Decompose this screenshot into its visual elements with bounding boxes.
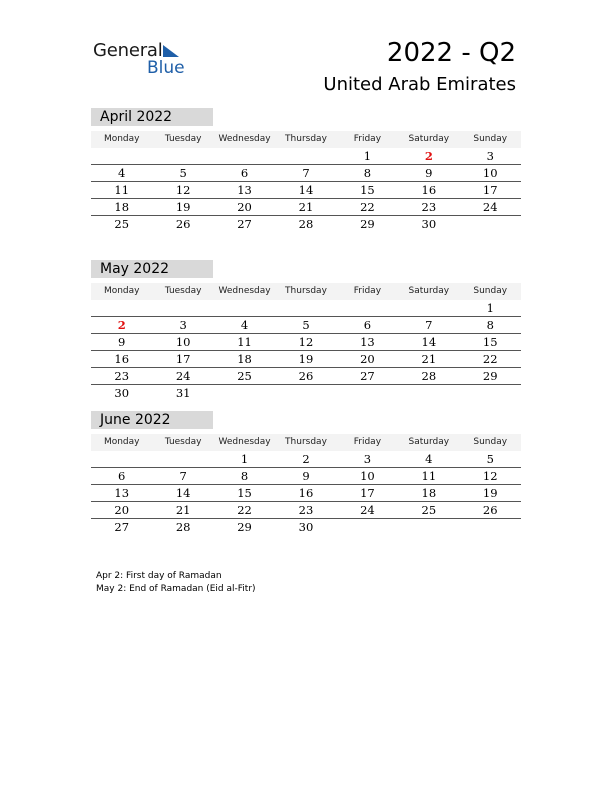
week-row — [91, 485, 521, 502]
day-cell: 13 — [360, 335, 375, 349]
weekday-label: Saturday — [408, 437, 450, 447]
day-cell: 26 — [482, 503, 498, 517]
day-cell — [398, 300, 459, 316]
day-cell: 3 — [179, 318, 187, 332]
holiday-note: Apr 2: First day of Ramadan — [96, 571, 222, 581]
day-cell — [460, 385, 521, 401]
month-label: May 2022 — [91, 260, 213, 278]
weekday-label: Monday — [103, 437, 140, 447]
day-cell: 26 — [175, 217, 191, 231]
day-cell: 27 — [237, 217, 252, 231]
day-cell: 6 — [363, 318, 372, 332]
weekday-label: Wednesday — [218, 286, 271, 296]
weekday-label: Friday — [353, 134, 382, 144]
day-cell: 30 — [421, 217, 437, 231]
month-label: April 2022 — [91, 108, 213, 126]
day-cell: 28 — [298, 217, 314, 231]
week-row — [91, 351, 521, 368]
day-cell: 21 — [175, 503, 191, 517]
weekday-label: Tuesday — [164, 437, 202, 447]
day-cell — [152, 451, 213, 467]
weekday-header — [91, 131, 521, 148]
day-cell: 15 — [360, 183, 375, 197]
day-cell: 16 — [114, 352, 130, 366]
day-cell: 27 — [360, 369, 375, 383]
day-cell: 7 — [302, 166, 310, 180]
day-cell: 22 — [360, 200, 375, 214]
logo-triangle-icon — [161, 45, 179, 59]
day-cell — [91, 148, 152, 164]
day-cell: 2 — [424, 149, 433, 163]
day-cell: 28 — [421, 369, 437, 383]
day-cell: 1 — [240, 452, 249, 466]
weekday-header — [91, 434, 521, 451]
week-row — [91, 385, 521, 401]
day-cell: 3 — [363, 452, 372, 466]
day-cell: 24 — [360, 503, 375, 517]
day-cell: 29 — [482, 369, 498, 383]
day-cell: 5 — [302, 318, 310, 332]
day-cell: 12 — [482, 469, 498, 483]
weekday-header — [91, 283, 521, 300]
day-cell — [460, 519, 521, 535]
day-cell: 23 — [421, 200, 437, 214]
day-cell: 16 — [298, 486, 314, 500]
day-cell: 14 — [298, 183, 314, 197]
day-cell — [398, 519, 459, 535]
day-cell — [275, 385, 336, 401]
day-cell: 13 — [237, 183, 252, 197]
logo-blue-text: Blue — [147, 58, 185, 78]
day-cell: 23 — [298, 503, 314, 517]
day-cell: 28 — [175, 520, 191, 534]
weekday-label: Thursday — [285, 286, 327, 296]
day-cell — [275, 300, 336, 316]
weekday-label: Saturday — [408, 134, 450, 144]
day-cell: 25 — [421, 503, 437, 517]
month-grid — [91, 148, 521, 232]
day-cell: 21 — [298, 200, 314, 214]
day-cell: 22 — [237, 503, 252, 517]
day-cell: 29 — [360, 217, 375, 231]
day-cell: 11 — [421, 469, 437, 483]
day-cell: 20 — [237, 200, 252, 214]
weekday-label: Saturday — [408, 286, 450, 296]
day-cell — [152, 300, 213, 316]
weekday-label: Monday — [103, 286, 140, 296]
day-cell — [91, 451, 152, 467]
month-june — [91, 411, 521, 535]
day-cell: 23 — [114, 369, 130, 383]
month-label: June 2022 — [91, 411, 213, 429]
day-cell: 17 — [482, 183, 498, 197]
day-cell: 7 — [425, 318, 433, 332]
week-row — [91, 182, 521, 199]
day-cell: 11 — [114, 183, 130, 197]
day-cell: 17 — [175, 352, 191, 366]
day-cell — [152, 148, 213, 164]
week-row — [91, 468, 521, 485]
day-cell: 15 — [482, 335, 498, 349]
day-cell: 7 — [179, 469, 187, 483]
week-row — [91, 451, 521, 468]
weekday-label: Sunday — [473, 134, 508, 144]
week-row — [91, 148, 521, 165]
day-cell: 30 — [114, 386, 130, 400]
day-cell — [337, 385, 398, 401]
week-row — [91, 368, 521, 385]
day-cell: 25 — [114, 217, 130, 231]
day-cell: 8 — [363, 166, 372, 180]
day-cell — [337, 519, 398, 535]
day-cell — [275, 148, 336, 164]
day-cell: 26 — [298, 369, 314, 383]
day-cell: 1 — [486, 301, 494, 315]
day-cell: 19 — [175, 200, 191, 214]
day-cell — [214, 385, 275, 401]
day-cell: 11 — [237, 335, 252, 349]
day-cell: 24 — [175, 369, 191, 383]
day-cell: 19 — [298, 352, 314, 366]
day-cell: 30 — [298, 520, 314, 534]
day-cell: 20 — [114, 503, 130, 517]
day-cell — [398, 385, 459, 401]
weekday-label: Monday — [103, 134, 140, 144]
weekday-label: Friday — [353, 437, 382, 447]
month-may — [91, 260, 521, 401]
day-cell: 18 — [114, 200, 130, 214]
month-grid — [91, 451, 521, 535]
logo-general-text: General — [93, 40, 163, 61]
day-cell: 14 — [175, 486, 191, 500]
week-row — [91, 519, 521, 535]
day-cell: 6 — [240, 166, 249, 180]
day-cell — [91, 300, 152, 316]
day-cell: 10 — [482, 166, 498, 180]
day-cell: 5 — [486, 452, 494, 466]
day-cell: 31 — [175, 386, 191, 400]
day-cell: 25 — [237, 369, 252, 383]
country-name: United Arab Emirates — [323, 74, 516, 95]
day-cell: 19 — [482, 486, 498, 500]
weekday-label: Thursday — [285, 134, 327, 144]
day-cell: 17 — [360, 486, 375, 500]
weekday-label: Friday — [353, 286, 382, 296]
day-cell: 13 — [114, 486, 130, 500]
day-cell: 12 — [298, 335, 314, 349]
day-cell: 10 — [360, 469, 375, 483]
day-cell: 8 — [486, 318, 494, 332]
weekday-label: Sunday — [473, 437, 508, 447]
day-cell: 4 — [240, 318, 249, 332]
day-cell: 2 — [117, 318, 126, 332]
day-cell — [214, 148, 275, 164]
page-title: 2022 - Q2 — [386, 38, 516, 68]
day-cell: 22 — [482, 352, 498, 366]
day-cell: 4 — [118, 166, 126, 180]
day-cell: 4 — [425, 452, 433, 466]
weekday-label: Thursday — [285, 437, 327, 447]
day-cell: 9 — [118, 335, 126, 349]
weekday-label: Wednesday — [218, 437, 271, 447]
day-cell: 29 — [237, 520, 252, 534]
weekday-label: Tuesday — [164, 134, 202, 144]
week-row — [91, 502, 521, 519]
day-cell: 27 — [114, 520, 130, 534]
week-row — [91, 216, 521, 232]
day-cell: 6 — [118, 469, 126, 483]
day-cell — [214, 300, 275, 316]
day-cell: 2 — [302, 452, 310, 466]
day-cell: 12 — [175, 183, 191, 197]
holiday-note: May 2: End of Ramadan (Eid al-Fitr) — [96, 584, 256, 594]
day-cell: 15 — [237, 486, 252, 500]
day-cell — [460, 216, 521, 232]
holiday-notes — [96, 570, 256, 596]
weekday-label: Sunday — [473, 286, 508, 296]
day-cell: 8 — [240, 469, 249, 483]
weekday-label: Wednesday — [218, 134, 271, 144]
day-cell: 16 — [421, 183, 437, 197]
day-cell: 14 — [421, 335, 437, 349]
month-april — [91, 108, 521, 232]
logo — [93, 40, 193, 80]
day-cell: 21 — [421, 352, 437, 366]
day-cell: 24 — [482, 200, 498, 214]
weekday-label: Tuesday — [164, 286, 202, 296]
day-cell: 1 — [363, 149, 372, 163]
day-cell: 5 — [179, 166, 187, 180]
day-cell — [337, 300, 398, 316]
day-cell: 18 — [237, 352, 252, 366]
day-cell: 3 — [486, 149, 494, 163]
day-cell: 20 — [360, 352, 375, 366]
day-cell: 9 — [302, 469, 310, 483]
week-row — [91, 300, 521, 317]
day-cell: 10 — [175, 335, 191, 349]
week-row — [91, 317, 521, 334]
day-cell: 18 — [421, 486, 437, 500]
month-grid — [91, 300, 521, 401]
day-cell: 9 — [425, 166, 433, 180]
week-row — [91, 199, 521, 216]
week-row — [91, 334, 521, 351]
week-row — [91, 165, 521, 182]
